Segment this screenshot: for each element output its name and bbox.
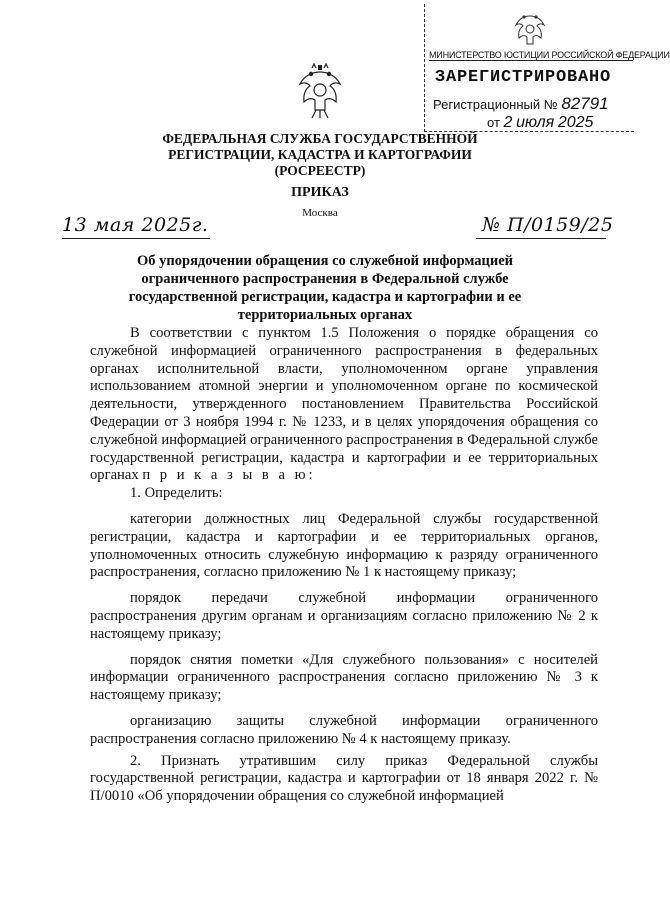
stamp-registration-number-line <box>433 94 609 114</box>
coat-of-arms-emblem <box>290 62 350 120</box>
city: Москва <box>302 207 338 219</box>
handwritten-order-number: № П/0159/25 <box>482 214 614 236</box>
stamp-registration-number: 82791 <box>561 94 609 113</box>
date-underline <box>62 238 210 239</box>
intro-text: В соответствии с пунктом 1.5 Положения о порядке обращения со служебной информацией ограниченного распространения в федеральных органах исполнительной власти, уполномоченном органе управления использованием атомной энергии и уполномоченном органе по космической деятельности, утвержденного постановлением Правительства Российской Федерации от 3 ноября 1994 г. № 1233, и в целях упорядочения обращения со служебной информацией ограниченного распространения в Федеральной службе государственной регистрации, кадастра и картографии и ее территориальных органах <box>90 325 598 484</box>
stamp-date-line <box>487 114 593 132</box>
org-line-2: РЕГИСТРАЦИИ, КАДАСТРА И КАРТОГРАФИИ <box>168 147 472 162</box>
item-1-c: порядок снятия пометки «Для служебного пользования» с носителей информации ограниченного распространения согласно приложению № 3 к настоящему приказу; <box>90 651 598 704</box>
document-type: ПРИКАЗ <box>291 185 349 200</box>
org-line-1: ФЕДЕРАЛЬНАЯ СЛУЖБА ГОСУДАРСТВЕННОЙ <box>162 131 478 146</box>
stamp-date-day: 2 <box>503 114 513 131</box>
stamp-emblem <box>509 8 551 48</box>
handwritten-date: 13 мая 2025г. <box>62 214 209 236</box>
stamp-ministry-name: МИНИСТЕРСТВО ЮСТИЦИИ РОССИЙСКОЙ ФЕДЕРАЦИИ <box>429 50 670 60</box>
stamp-date-month: июля <box>516 114 555 131</box>
org-line-3: (РОСРЕЕСТР) <box>274 163 366 178</box>
item-1-d: организацию защиты служебной информации ограниченного распространения согласно приложению № 4 к настоящему приказу. <box>90 712 598 747</box>
order-subject: Об упорядочении обращения со служебной информацией ограниченного распространения в Федеральной службе государственной регистрации, кадастра и картографии и ее территориальных органах <box>128 253 522 323</box>
registration-stamp <box>424 4 670 132</box>
organization-name <box>0 131 640 179</box>
stamp-registered-label: ЗАРЕГИСТРИРОВАНО <box>435 68 612 87</box>
number-underline <box>476 238 606 239</box>
item-1: 1. Определить: <box>130 485 223 502</box>
stamp-date-year: 2025 <box>557 114 594 131</box>
stamp-registration-label: Регистрационный № <box>433 97 558 112</box>
order-word: п р и к а з ы в а ю: <box>142 467 316 484</box>
intro-paragraph <box>90 325 598 485</box>
order-body <box>90 325 598 806</box>
item-1-b: порядок передачи служебной информации ограниченного распространения другим органам и организациям согласно приложению № 2 к настоящему приказу; <box>90 590 598 642</box>
item-2: 2. Признать утратившим силу приказ Федеральной службы государственной регистрации, кадастра и картографии от 18 января 2022 г. № П/0010 «Об упорядочении обращения со служебной информацией <box>90 752 598 805</box>
stamp-date-prefix: от <box>487 115 500 130</box>
item-1-a: категории должностных лиц Федеральной службы государственной регистрации, кадастра и картографии и ее территориальных органов, уполномоченных относить служебную информацию к разряду ограниченного распространения, согласно приложению № 1 к настоящему приказу; <box>90 510 598 581</box>
